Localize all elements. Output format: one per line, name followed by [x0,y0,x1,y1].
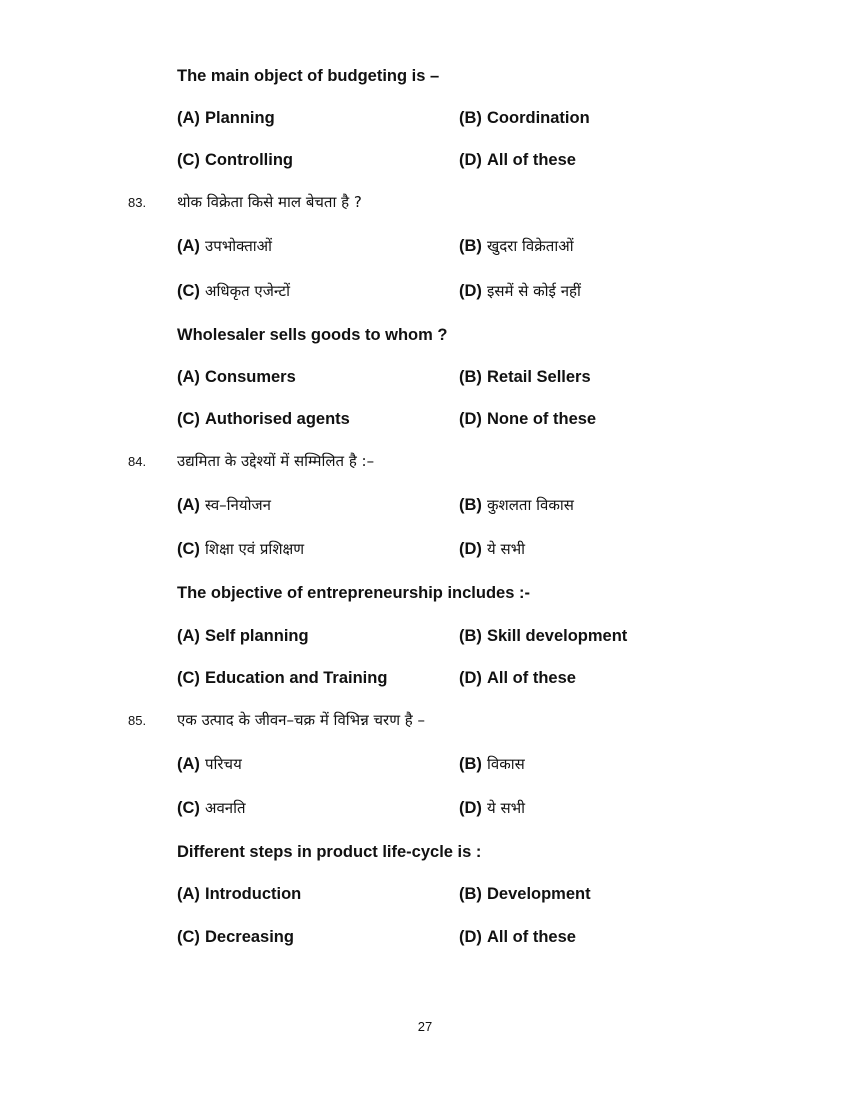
option-85-en-b [459,884,591,904]
option-84-hi-a [177,495,271,515]
option-tag: (C) [177,410,200,428]
option-85-hi-b [459,754,525,774]
option-text: Retail Sellers [487,368,591,386]
option-tag: (B) [459,885,482,903]
option-tag: (B) [459,496,482,514]
option-82-en-c [177,150,293,170]
option-82-en-a [177,108,275,128]
option-84-en-a [177,626,309,646]
option-tag: (A) [177,237,200,255]
option-text: Development [487,885,591,903]
option-text: Skill development [487,627,628,645]
question-83-english-text: Wholesaler sells goods to whom ? [177,326,448,344]
option-tag: (A) [177,496,200,514]
option-tag: (A) [177,627,200,645]
option-83-en-d [459,409,596,429]
option-tag: (D) [459,928,482,946]
option-82-en-d [459,150,576,170]
option-text: Authorised agents [205,410,350,428]
option-tag: (B) [459,368,482,386]
question-84-english-text: The objective of entrepreneurship includes :- [177,584,530,602]
option-text: विकास [487,755,525,773]
option-text: शिक्षा एवं प्रशिक्षण [205,540,305,558]
option-text: उपभोक्ताओं [205,237,272,255]
option-tag: (B) [459,755,482,773]
option-84-hi-d [459,539,525,559]
option-85-en-c [177,927,294,947]
option-text: All of these [487,669,576,687]
option-tag: (D) [459,151,482,169]
question-84-hindi-text: उद्यमिता के उद्देश्यों में सम्मिलित है :– [177,452,375,470]
option-85-hi-d [459,798,525,818]
option-85-en-d [459,927,576,947]
option-85-en-a [177,884,301,904]
question-82-english-text: The main object of budgeting is – [177,67,440,85]
option-83-hi-c [177,281,290,301]
option-text: None of these [487,410,597,428]
option-85-hi-c [177,798,246,818]
option-84-en-d [459,668,576,688]
option-text: इसमें से कोई नहीं [487,282,581,300]
question-83-hindi-text: थोक विक्रेता किसे माल बेचता है ? [177,193,362,211]
option-tag: (D) [459,669,482,687]
option-84-hi-c [177,539,304,559]
option-85-hi-a [177,754,242,774]
option-text: Controlling [205,151,293,169]
option-tag: (D) [459,410,482,428]
option-text: Planning [205,109,275,127]
option-text: Education and Training [205,669,388,687]
option-tag: (D) [459,540,482,558]
question-number-83: 83. [128,195,147,210]
option-83-en-a [177,367,296,387]
option-text: Coordination [487,109,590,127]
option-text: परिचय [205,755,242,773]
option-83-en-c [177,409,350,429]
option-84-en-c [177,668,387,688]
option-text: ये सभी [487,799,526,817]
option-tag: (B) [459,109,482,127]
option-text: Introduction [205,885,302,903]
option-text: All of these [487,151,576,169]
option-text: खुदरा विक्रेताओं [487,237,574,255]
option-tag: (A) [177,368,200,386]
option-text: कुशलता विकास [487,496,574,514]
option-84-hi-b [459,495,574,515]
option-83-hi-b [459,236,574,256]
option-82-en-b [459,108,590,128]
option-tag: (C) [177,540,200,558]
option-tag: (C) [177,799,200,817]
option-text: All of these [487,928,576,946]
option-tag: (C) [177,928,200,946]
option-tag: (C) [177,282,200,300]
option-text: स्व–नियोजन [205,496,271,514]
option-text: अधिकृत एजेन्टों [205,282,290,300]
option-tag: (C) [177,669,200,687]
option-text: ये सभी [487,540,526,558]
option-tag: (D) [459,282,482,300]
option-tag: (D) [459,799,482,817]
option-text: अवनति [205,799,246,817]
option-tag: (C) [177,151,200,169]
option-83-hi-a [177,236,272,256]
option-tag: (A) [177,109,200,127]
option-tag: (B) [459,237,482,255]
option-text: Self planning [205,627,309,645]
option-tag: (A) [177,885,200,903]
option-83-hi-d [459,281,581,301]
option-tag: (B) [459,627,482,645]
option-text: Decreasing [205,928,294,946]
option-text: Consumers [205,368,296,386]
page-number: 27 [417,1019,433,1034]
option-84-en-b [459,626,627,646]
option-83-en-b [459,367,591,387]
question-number-84: 84. [128,454,147,469]
option-tag: (A) [177,755,200,773]
question-number-85: 85. [128,713,147,728]
question-85-hindi-text: एक उत्पाद के जीवन–चक्र में विभिन्न चरण है – [177,711,426,729]
question-85-english-text: Different steps in product life-cycle is : [177,843,482,861]
